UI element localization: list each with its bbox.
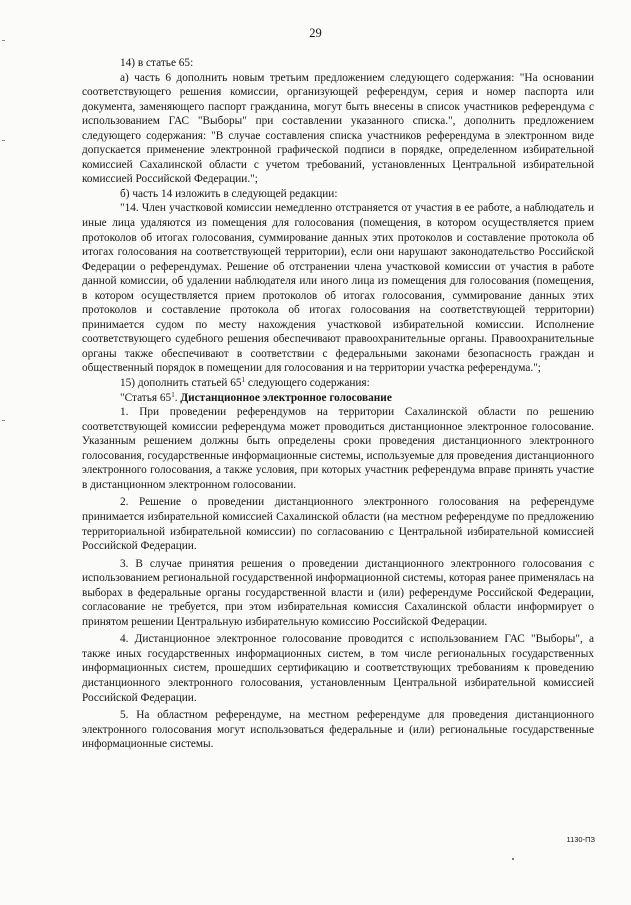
article-heading-title: Дистанционное электронное голосование xyxy=(180,391,392,404)
item-15-heading xyxy=(82,376,594,391)
article-heading-superscript: 1 xyxy=(171,390,175,399)
item-14b-heading: б) часть 14 изложить в следующей редакции: xyxy=(120,187,338,200)
document-body xyxy=(82,56,594,752)
scan-edge-mark xyxy=(2,420,5,421)
scan-speck xyxy=(512,858,514,860)
article-heading xyxy=(82,391,594,406)
article-part-1: 1. При проведении референдумов на территории Сахалинской области по решению соответствующей комиссии референдума может проводиться дистанционное электронное голосование. Указанным решением должны быть определены сроки проведения дистанционного электронного голосования, государственные информационные системы, используемые для проведения дистанционного электронного голосования, а также условия, при которых участник референдума вправе принять участие в дистанционном электронном голосовании. xyxy=(82,406,594,491)
scan-edge-mark xyxy=(2,140,5,141)
page-number: 29 xyxy=(309,26,322,40)
article-part-5: 5. На областном референдуме, на местном референдуме для проведения дистанционного электронного голосования могут использоваться федеральные и (или) региональные государственные информационные системы. xyxy=(82,709,594,751)
article-part-3: 3. В случае принятия решения о проведении дистанционного электронного голосования с использованием региональной государственной информационной системы, которая ранее применялась на выборах в федеральные органы государственной власти и (или) референдуме Российской Федерации, согласование не требуется, при этом избирательная комиссия Сахалинской области информирует о принятом решении Центральную избирательную комиссию Российской Федерации. xyxy=(82,557,594,628)
part-14-text: "14. Член участковой комиссии немедленно отстраняется от участия в ее работе, а наблюдатель и иные лица удаляются из помещения для голосования (помещения, в котором осуществляется прием протоколов об итогах голосования, суммирование данных этих протоколов и составление протокола об итогах голосования на соответствующей территории), если они нарушают законодательство Российской Федерации о референдумах. Решение об отстранении члена участковой комиссии от участия в работе данной комиссии, об удалении наблюдателя или иного лица из помещения для голосования (помещения, в котором осуществляется прием протоколов об итогах голосования, суммирование данных этих протоколов и составление протокола об итогах голосования на соответствующей территории) принимается судом по месту нахождения участковой избирательной комиссии. Исполнение соответствующего судебного решения обеспечивают правоохранительные органы. Правоохранительные органы также обеспечивают в соответствии с федеральными законами безопасность граждан и общественный порядок в помещении для голосования и на территории участка референдума."; xyxy=(82,202,594,375)
document-code: 1130-ПЗ xyxy=(566,835,595,844)
article-part-2: 2. Решение о проведении дистанционного электронного голосования на референдуме принимается избирательной комиссией Сахалинской области (на местном референдуме по предложению территориальной избирательной комиссии) по согласованию с Центральной избирательной комиссией Российской Федерации. xyxy=(82,496,594,553)
item-15-superscript: 1 xyxy=(241,376,246,385)
scan-edge-mark xyxy=(2,40,5,41)
article-part-4: 4. Дистанционное электронное голосование проводится с использованием ГАС "Выборы", а также иных государственных информационных систем, в том числе региональных государственных информационных систем, прошедших сертификацию и соответствующих требованиям к проведению дистанционного электронного голосования, установленным Центральной избирательной комиссией Российской Федерации. xyxy=(82,633,594,704)
article-heading-prefix: "Статья 65 xyxy=(120,391,172,404)
item-15-suffix: следующего содержания: xyxy=(245,377,370,390)
item-14-heading: 14) в статье 65: xyxy=(120,57,194,69)
item-14a-paragraph: а) часть 6 дополнить новым третьим предложением следующего содержания: "На основании соответствующего решения комиссии, организующей референдум, серия и номер паспорта или документа, заменяющего паспорт гражданина, могут быть внесены в список участников референдума с использованием ГАС "Выборы" при составлении указанного списка.", дополнить предложением следующего содержания: "В случае составления списка участников референдума в электронном виде допускается применение электронной графической подписи в порядке, определенном избирательной комиссией Сахалинской области с учетом требований, установленных Центральной избирательной комиссией Российской Федерации."; xyxy=(82,71,594,186)
item-15-prefix: 15) дополнить статьей 65 xyxy=(120,377,242,390)
article-heading-dot: . xyxy=(174,391,181,404)
